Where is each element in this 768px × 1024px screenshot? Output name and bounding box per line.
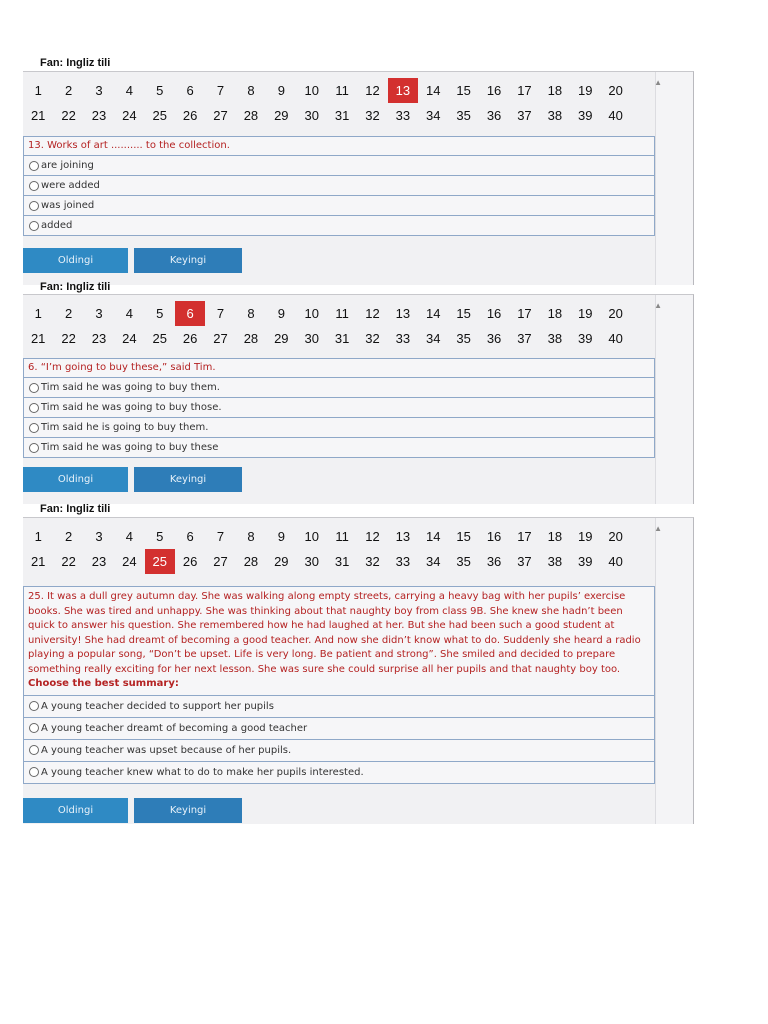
- answer-option-label: were added: [41, 180, 100, 191]
- question-number[interactable]: 13: [395, 529, 411, 544]
- scrollbar-track: [655, 133, 693, 285]
- answer-option-label: was joined: [41, 200, 95, 211]
- scrollbar-track: [655, 579, 693, 824]
- question-number[interactable]: 7: [216, 83, 225, 98]
- prev-button[interactable]: Oldingi: [23, 467, 128, 492]
- question-number[interactable]: 18: [547, 306, 563, 321]
- radio-button[interactable]: [29, 767, 39, 777]
- question-number[interactable]: 33: [395, 554, 411, 569]
- answer-option[interactable]: [24, 398, 654, 418]
- question-number[interactable]: 7: [216, 529, 225, 544]
- question-number[interactable]: 1: [34, 529, 42, 544]
- question-number[interactable]: 37: [517, 554, 532, 569]
- radio-button[interactable]: [29, 201, 39, 211]
- question-number[interactable]: 38: [547, 554, 563, 569]
- answer-option[interactable]: [24, 696, 654, 718]
- question-number[interactable]: 32: [365, 331, 380, 346]
- question-number[interactable]: 21: [30, 331, 46, 346]
- question-number[interactable]: 39: [577, 108, 593, 123]
- question-number[interactable]: 9: [277, 306, 285, 321]
- quiz-panel-1: [23, 55, 693, 285]
- question-number[interactable]: 2: [64, 306, 73, 321]
- question-number[interactable]: 19: [577, 529, 593, 544]
- radio-button[interactable]: [29, 723, 39, 733]
- question-number[interactable]: 12: [365, 529, 380, 544]
- question-number[interactable]: 11: [335, 529, 349, 544]
- question-number[interactable]: 35: [456, 554, 471, 569]
- question-number[interactable]: 3: [95, 529, 103, 544]
- radio-button[interactable]: [29, 403, 39, 413]
- question-number[interactable]: 1: [34, 83, 42, 98]
- question-number[interactable]: 14: [426, 83, 441, 98]
- answer-option-label: A young teacher knew what to do to make her pupils interested.: [41, 766, 364, 778]
- next-button[interactable]: Keyingi: [134, 248, 242, 273]
- question-number[interactable]: 8: [247, 529, 255, 544]
- question-number[interactable]: 39: [577, 554, 593, 569]
- question-number[interactable]: 17: [517, 306, 532, 321]
- question-number[interactable]: 30: [304, 108, 319, 123]
- question-number-current[interactable]: 25: [145, 549, 175, 574]
- question-number[interactable]: 3: [95, 83, 103, 98]
- question-number[interactable]: 34: [426, 108, 441, 123]
- question-card: [23, 136, 655, 236]
- question-number[interactable]: 21: [30, 108, 46, 123]
- question-text: 13. Works of art .......... to the collection.: [24, 137, 654, 156]
- question-number[interactable]: 24: [122, 554, 137, 569]
- question-number[interactable]: 23: [91, 108, 107, 123]
- question-number[interactable]: 27: [213, 108, 228, 123]
- answer-option[interactable]: [24, 176, 654, 196]
- question-number[interactable]: 36: [486, 108, 502, 123]
- subject-label: Fan: Ingliz tili: [40, 503, 111, 515]
- question-number[interactable]: 27: [213, 331, 228, 346]
- question-number[interactable]: 3: [95, 306, 103, 321]
- question-number[interactable]: 6: [186, 529, 194, 544]
- question-number[interactable]: 32: [365, 554, 380, 569]
- answer-option[interactable]: [24, 418, 654, 438]
- prev-button[interactable]: Oldingi: [23, 798, 128, 823]
- answer-option-label: Tim said he is going to buy them.: [41, 422, 209, 433]
- scroll-up-icon[interactable]: ▲: [654, 524, 662, 533]
- question-number[interactable]: 34: [426, 331, 441, 346]
- radio-button[interactable]: [29, 701, 39, 711]
- scrollbar-track: [655, 356, 693, 504]
- scroll-up-icon[interactable]: ▲: [654, 78, 662, 87]
- answer-option[interactable]: [24, 718, 654, 740]
- question-number[interactable]: 19: [577, 306, 593, 321]
- question-number[interactable]: 15: [456, 306, 471, 321]
- answer-option[interactable]: [24, 438, 654, 457]
- question-number[interactable]: 26: [182, 331, 198, 346]
- answer-option-label: Tim said he was going to buy those.: [41, 402, 222, 413]
- question-number[interactable]: 24: [122, 331, 137, 346]
- question-number[interactable]: 16: [486, 83, 502, 98]
- quiz-panel-2: [23, 279, 693, 505]
- answer-option-label: Tim said he was going to buy them.: [41, 382, 220, 393]
- question-number[interactable]: 12: [365, 83, 380, 98]
- question-number[interactable]: 38: [547, 108, 563, 123]
- question-number[interactable]: 2: [64, 529, 73, 544]
- question-number[interactable]: 37: [517, 108, 532, 123]
- question-number[interactable]: 24: [122, 108, 137, 123]
- radio-button[interactable]: [29, 181, 39, 191]
- question-number[interactable]: 34: [426, 554, 441, 569]
- question-number[interactable]: 18: [547, 529, 563, 544]
- radio-button[interactable]: [29, 221, 39, 231]
- question-number[interactable]: 35: [456, 108, 471, 123]
- question-number[interactable]: 30: [304, 554, 319, 569]
- question-number[interactable]: 14: [426, 529, 441, 544]
- question-number[interactable]: 20: [608, 83, 623, 98]
- question-number[interactable]: 5: [156, 83, 164, 98]
- answer-option-label: Tim said he was going to buy these: [41, 442, 219, 453]
- question-number[interactable]: 23: [91, 331, 107, 346]
- question-number[interactable]: 31: [334, 554, 350, 569]
- quiz-panel-3: [23, 500, 693, 825]
- radio-button[interactable]: [29, 443, 39, 453]
- question-number[interactable]: 19: [577, 83, 593, 98]
- question-number[interactable]: 23: [91, 554, 107, 569]
- question-number[interactable]: 25: [152, 331, 167, 346]
- question-number[interactable]: 5: [156, 306, 164, 321]
- question-card: [23, 586, 655, 784]
- question-number[interactable]: 33: [395, 331, 411, 346]
- prev-button[interactable]: Oldingi: [23, 248, 128, 273]
- number-navigator: [23, 517, 694, 580]
- question-number[interactable]: 17: [517, 529, 532, 544]
- question-number[interactable]: 22: [61, 108, 76, 123]
- question-number[interactable]: 9: [277, 83, 285, 98]
- answer-option[interactable]: [24, 216, 654, 235]
- question-number[interactable]: 10: [304, 529, 319, 544]
- question-number[interactable]: 30: [304, 331, 319, 346]
- question-number[interactable]: 6: [186, 83, 194, 98]
- question-number[interactable]: 36: [486, 331, 502, 346]
- question-number[interactable]: 12: [365, 306, 380, 321]
- question-number[interactable]: 40: [608, 554, 623, 569]
- number-navigator: [23, 294, 694, 357]
- question-number[interactable]: 38: [547, 331, 563, 346]
- question-number[interactable]: 2: [64, 83, 73, 98]
- question-number[interactable]: 20: [608, 306, 623, 321]
- number-navigator: [23, 71, 694, 134]
- question-number[interactable]: 15: [456, 529, 471, 544]
- question-number[interactable]: 28: [243, 108, 259, 123]
- question-number[interactable]: 36: [486, 554, 502, 569]
- answer-option-label: A young teacher decided to support her pupils: [41, 700, 274, 712]
- question-number[interactable]: 18: [547, 83, 563, 98]
- question-number[interactable]: 17: [517, 83, 532, 98]
- question-number[interactable]: 29: [274, 108, 289, 123]
- answer-option[interactable]: [24, 740, 654, 762]
- question-number[interactable]: 40: [608, 108, 623, 123]
- question-number[interactable]: 7: [216, 306, 225, 321]
- radio-button[interactable]: [29, 161, 39, 171]
- question-number[interactable]: 28: [243, 554, 259, 569]
- question-number[interactable]: 10: [304, 306, 319, 321]
- question-number[interactable]: 14: [426, 306, 441, 321]
- question-number[interactable]: 33: [395, 108, 411, 123]
- question-number[interactable]: 22: [61, 331, 76, 346]
- answer-option-label: A young teacher dreamt of becoming a good teacher: [41, 722, 308, 734]
- answer-option-label: A young teacher was upset because of her pupils.: [41, 744, 292, 756]
- answer-option-label: added: [41, 220, 73, 231]
- question-number[interactable]: 5: [156, 529, 164, 544]
- question-number[interactable]: 20: [608, 529, 623, 544]
- radio-button[interactable]: [29, 383, 39, 393]
- question-instruction: Choose the best summary:: [28, 678, 179, 689]
- question-number[interactable]: 32: [365, 108, 380, 123]
- scroll-up-icon[interactable]: ▲: [654, 301, 662, 310]
- question-number[interactable]: 16: [486, 306, 502, 321]
- question-number[interactable]: 9: [277, 529, 285, 544]
- question-number[interactable]: 15: [456, 83, 471, 98]
- question-number[interactable]: 25: [152, 108, 167, 123]
- question-number[interactable]: 37: [517, 331, 532, 346]
- question-number[interactable]: 35: [456, 331, 471, 346]
- question-number[interactable]: 40: [608, 331, 623, 346]
- answer-option[interactable]: [24, 196, 654, 216]
- next-button[interactable]: Keyingi: [134, 467, 242, 492]
- question-number[interactable]: 11: [335, 83, 349, 98]
- question-number[interactable]: 8: [247, 83, 255, 98]
- answer-option[interactable]: [24, 378, 654, 398]
- question-card: [23, 358, 655, 458]
- question-number[interactable]: 1: [34, 306, 42, 321]
- question-number[interactable]: 4: [125, 306, 133, 321]
- subject-label: Fan: Ingliz tili: [40, 281, 111, 293]
- answer-option[interactable]: [24, 762, 654, 783]
- question-text: 25. It was a dull grey autumn day. She was walking along empty streets, carrying a heavy bag with her pupils’ exercise books. She was tired and unhappy. She was thinking about that naughty boy from class 9B. She knew she hadn’t been quick to answer his question. She remembered how he had laughed at her. But she had been such a good student at university! She had dreamt of becoming a good teacher. And now she didn’t know what to do. Suddenly she heard a radio playing a popular song, “Don’t be upset. Life is very long. Be patient and strong”. She smiled and decided to prepare something really exciting for her next lesson. She was sure she could surprise all her pupils and that naughty boy too. Choose the best summary:: [24, 587, 654, 696]
- answer-option-label: are joining: [41, 160, 94, 171]
- question-number-current[interactable]: 13: [388, 78, 418, 103]
- question-number[interactable]: 11: [335, 306, 349, 321]
- question-number[interactable]: 22: [61, 554, 76, 569]
- question-number-current[interactable]: 6: [175, 301, 205, 326]
- question-number[interactable]: 21: [30, 554, 46, 569]
- next-button[interactable]: Keyingi: [134, 798, 242, 823]
- question-number[interactable]: 4: [125, 529, 133, 544]
- question-number[interactable]: 13: [395, 306, 411, 321]
- question-number[interactable]: 4: [125, 83, 133, 98]
- question-number[interactable]: 27: [213, 554, 228, 569]
- question-number[interactable]: 39: [577, 331, 593, 346]
- question-number[interactable]: 10: [304, 83, 319, 98]
- question-number[interactable]: 8: [247, 306, 255, 321]
- question-number[interactable]: 29: [274, 554, 289, 569]
- question-number[interactable]: 26: [182, 108, 198, 123]
- question-number[interactable]: 28: [243, 331, 259, 346]
- question-number[interactable]: 31: [334, 108, 350, 123]
- question-number[interactable]: 26: [182, 554, 198, 569]
- question-number[interactable]: 16: [486, 529, 502, 544]
- radio-button[interactable]: [29, 745, 39, 755]
- radio-button[interactable]: [29, 423, 39, 433]
- subject-label: Fan: Ingliz tili: [40, 57, 111, 69]
- answer-option[interactable]: [24, 156, 654, 176]
- question-number[interactable]: 29: [274, 331, 289, 346]
- question-text: 6. “I’m going to buy these,” said Tim.: [24, 359, 654, 378]
- question-number[interactable]: 31: [334, 331, 350, 346]
